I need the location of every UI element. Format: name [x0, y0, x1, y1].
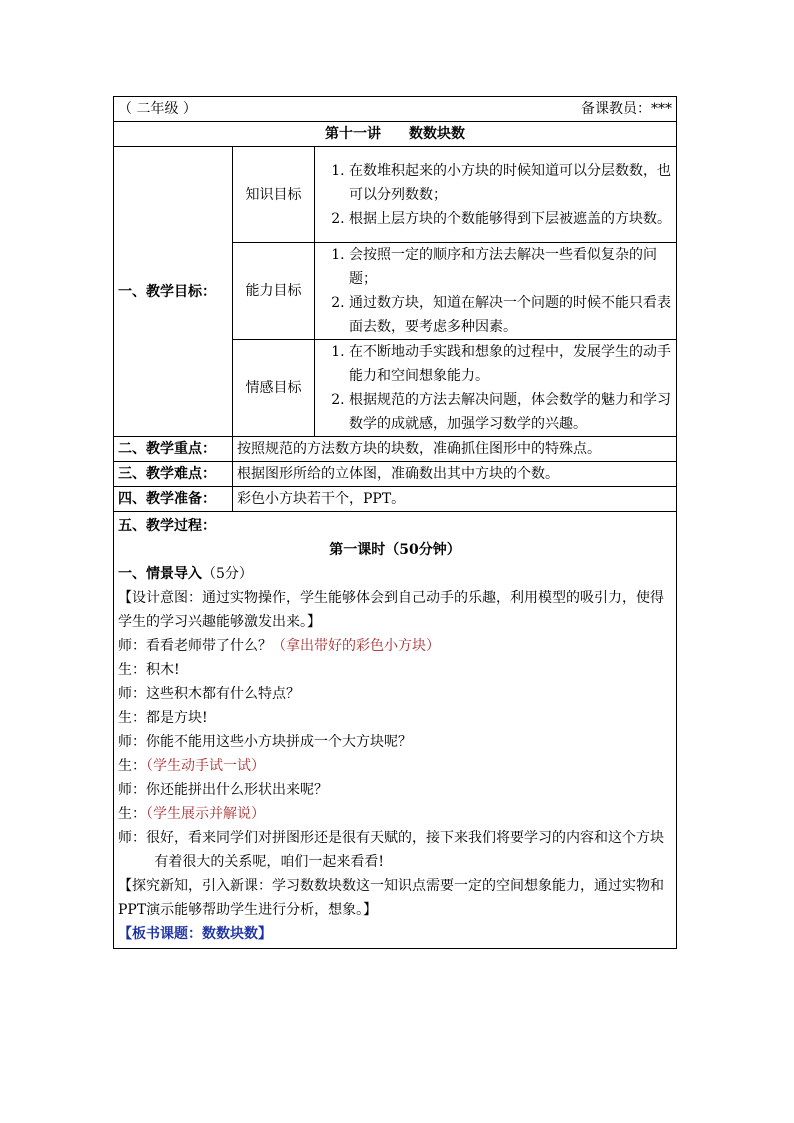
dialogue-line — [118, 706, 672, 730]
dialogue-speaker: 师： — [118, 686, 146, 702]
dialogue-note: （学生展示并解说） — [146, 806, 265, 822]
dialogue-speaker: 师： — [118, 782, 146, 798]
section-time: （5分） — [202, 566, 253, 582]
process-label: 五、教学过程： — [118, 518, 216, 534]
dialogue-line — [118, 754, 672, 778]
dialogue-line — [118, 802, 672, 826]
dialogue-note: （学生动手试一试） — [146, 758, 265, 774]
difficulty-label: 三、教学难点： — [114, 462, 233, 487]
preparation-text: 彩色小方块若干个，PPT。 — [233, 487, 677, 512]
objective-name-ability: 能力目标 — [233, 243, 315, 340]
key-point-row — [114, 437, 677, 462]
dialogue-line — [118, 634, 672, 658]
objective-list-knowledge — [319, 159, 672, 231]
grade-label: （ 二年级 ） — [118, 101, 197, 117]
dialogue-text: 你能不能用这些小方块拼成一个大方块呢？ — [146, 734, 412, 750]
explore-note: 【探究新知，引入新课：学习数数块数这一知识点需要一定的空间想象能力，通过实物和PPT演示能够帮助学生进行分析，想象。】 — [118, 878, 664, 918]
objective-list-emotion — [319, 340, 672, 436]
objective-item: 1. 在数堆积起来的小方块的时候知道可以分层数数，也可以分列数数； — [349, 159, 672, 207]
dialogue-line — [118, 826, 672, 874]
objective-name-emotion: 情感目标 — [233, 340, 315, 437]
board-title: 【板书课题：数数块数】 — [118, 926, 272, 942]
lesson-plan-document — [113, 96, 676, 949]
section-heading — [118, 562, 672, 586]
dialogue-note: （拿出带好的彩色小方块） — [272, 638, 440, 654]
key-point-label: 二、教学重点： — [114, 437, 233, 462]
key-point-text: 按照规范的方法数方块的块数，准确抓住图形中的特殊点。 — [233, 437, 677, 462]
objectives-label: 一、教学目标： — [114, 147, 233, 437]
header-row — [114, 97, 677, 122]
dialogue-text: 都是方块! — [146, 710, 208, 726]
objective-list-ability — [319, 243, 672, 339]
title-row — [114, 122, 677, 147]
dialogue-line — [118, 778, 672, 802]
objective-row-knowledge — [114, 147, 677, 243]
dialogue-line — [118, 658, 672, 682]
dialogue-text: 你还能拼出什么形状出来呢？ — [146, 782, 328, 798]
dialogue-speaker: 生： — [118, 806, 146, 822]
dialogue-speaker: 师： — [118, 734, 146, 750]
dialogue-speaker: 生： — [118, 662, 146, 678]
section-title: 一、情景导入 — [118, 566, 202, 582]
process-cell — [114, 512, 677, 949]
dialogue-line — [118, 730, 672, 754]
dialogue-text: 看看老师带了什么？ — [146, 638, 272, 654]
lesson-plan-table — [113, 96, 677, 949]
difficulty-text: 根据图形所给的立体图，准确数出其中方块的个数。 — [233, 462, 677, 487]
dialogue-text: 很好，看来同学们对拼图形还是很有天赋的，接下来我们将要学习的内容和这个方块有着很大的关系呢，咱们一起来看看! — [146, 830, 664, 870]
dialogue-line — [118, 682, 672, 706]
process-row — [114, 512, 677, 949]
preparation-row — [114, 487, 677, 512]
objective-item: 2. 通过数方块，知道在解决一个问题的时候不能只看表面去数，要考虑多种因素。 — [349, 291, 672, 339]
preparation-label: 四、教学准备： — [114, 487, 233, 512]
objective-item: 2. 根据规范的方法去解决问题，体会数学的魅力和学习数学的成就感，加强学习数学的兴趣。 — [349, 388, 672, 436]
design-intent: 【设计意图：通过实物操作，学生能够体会到自己动手的乐趣，利用模型的吸引力，使得学生的学习兴趣能够激发出来。】 — [118, 590, 664, 630]
dialogue-speaker: 师： — [118, 638, 146, 654]
dialogue-speaker: 师： — [118, 830, 146, 846]
objective-item: 1. 在不断地动手实践和想象的过程中，发展学生的动手能力和空间想象能力。 — [349, 340, 672, 388]
objective-item: 1. 会按照一定的顺序和方法去解决一些看似复杂的问题； — [349, 243, 672, 291]
objective-name-knowledge: 知识目标 — [233, 147, 315, 243]
objective-item: 2. 根据上层方块的个数能够得到下层被遮盖的方块数。 — [349, 207, 672, 231]
dialogue-text: 这些积木都有什么特点？ — [146, 686, 300, 702]
dialogue-speaker: 生： — [118, 758, 146, 774]
lesson-title: 第十一讲 数数块数 — [114, 122, 677, 147]
dialogue-speaker: 生： — [118, 710, 146, 726]
session-title: 第一课时（50分钟） — [329, 542, 461, 558]
dialogue-text: 积木! — [146, 662, 180, 678]
teacher-label: 备课教员：*** — [581, 101, 673, 117]
difficulty-row — [114, 462, 677, 487]
